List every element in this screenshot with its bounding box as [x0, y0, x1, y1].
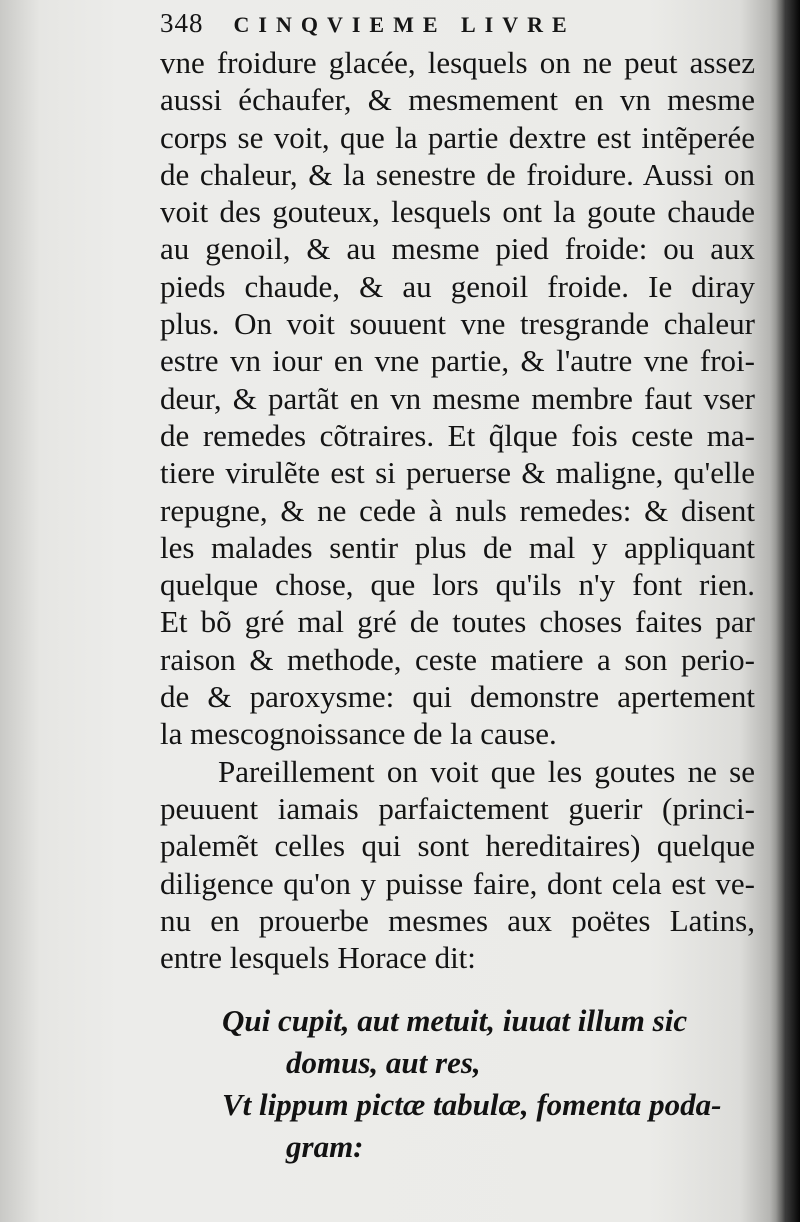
text-line: au genoil, & au mesme pied froide: ou aux: [160, 231, 755, 267]
text-line: repugne, & ne cede à nuls remedes: & disent: [160, 492, 755, 528]
paragraph-first-line: Pareillement on voit que les goutes ne se: [218, 753, 755, 789]
text-line: de & paroxysme: qui demonstre apertement: [160, 679, 755, 715]
running-title: CINQVIEME LIVRE: [233, 12, 576, 37]
running-head: [160, 8, 700, 44]
verse-line: Qui cupit, aut metuit, iuuat illum sic: [222, 1003, 688, 1038]
text-line: peuuent iamais parfaictement guerir (princi-: [160, 790, 755, 826]
verse-line: Vt lippum pictæ tabulæ, fomenta poda-: [222, 1087, 722, 1122]
text-line: Et bõ gré mal gré de toutes choses faites par: [160, 604, 755, 640]
text-line: aussi échaufer, & mesmement en vn mesme: [160, 82, 755, 118]
text-line: de chaleur, & la senestre de froidure. Aussi on: [160, 156, 755, 192]
text-line: corps se voit, que la partie dextre est intẽperée: [160, 119, 755, 155]
text-line: tiere virulẽte est si peruerse & maligne, qu'elle: [160, 455, 755, 491]
text-line: pieds chaude, & au genoil froide. Ie diray: [160, 268, 755, 304]
text-line: la mescognoissance de la cause.: [160, 716, 557, 752]
page-gutter-shadow: [776, 0, 786, 1222]
book-spine: [786, 0, 800, 1222]
verse-line: gram:: [286, 1129, 364, 1164]
text-line: diligence qu'on y puisse faire, dont cela est ve-: [160, 865, 755, 901]
text-line: voit des gouteux, lesquels ont la goute chaude: [160, 194, 755, 230]
body-text: [160, 44, 760, 976]
text-line: entre lesquels Horace dit:: [160, 940, 476, 976]
text-line: les malades sentir plus de mal y appliquant: [160, 529, 755, 565]
page-number: 348: [160, 8, 204, 38]
text-line: nu en prouerbe mesmes aux poëtes Latins,: [160, 902, 755, 938]
text-line: de remedes cõtraires. Et q̃lque fois ceste ma-: [160, 417, 755, 453]
text-line: palemẽt celles qui sont hereditaires) quelque: [160, 828, 755, 864]
text-line: deur, & partãt en vn mesme membre faut vser: [160, 380, 755, 416]
text-line: quelque chose, que lors qu'ils n'y font rien.: [160, 567, 755, 603]
text-line: vne froidure glacée, lesquels on ne peut assez: [160, 45, 755, 80]
text-line: raison & methode, ceste matiere a son perio-: [160, 641, 755, 677]
verse-quotation: [222, 1000, 767, 1168]
text-line: estre vn iour en vne partie, & l'autre vne froi-: [160, 343, 755, 379]
text-line: plus. On voit souuent vne tresgrande chaleur: [160, 306, 755, 342]
verse-line: domus, aut res,: [286, 1045, 481, 1080]
